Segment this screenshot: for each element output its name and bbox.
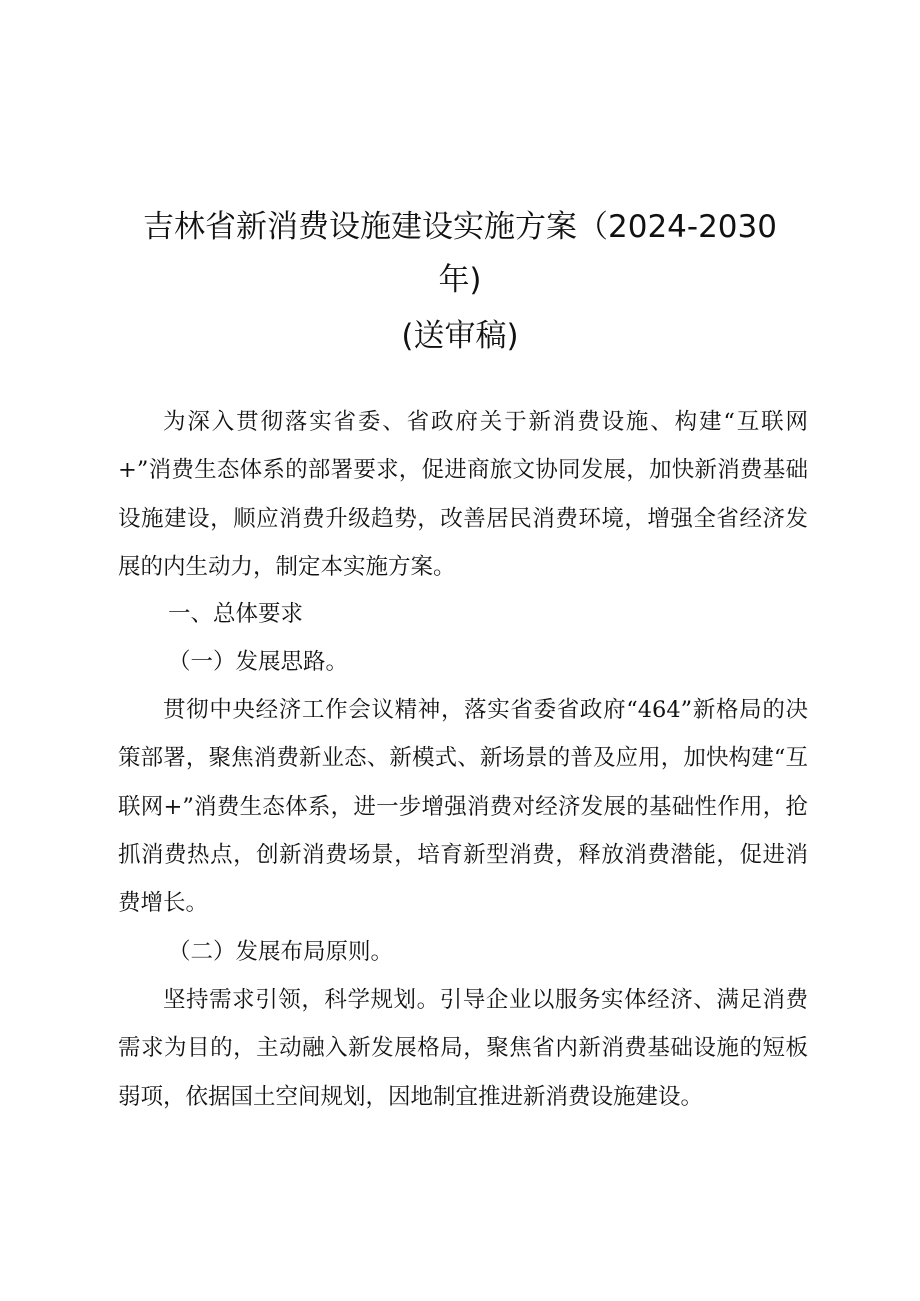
subsection-heading-development-ideas: （一）发展思路。: [168, 649, 349, 675]
layout-principles-paragraph: 坚持需求引领，科学规划。引导企业以服务实体经济、满足消费需求为目的，主动融入新发展格局，聚焦省内新消费基础设施的短板弱项，依据国土空间规划，因地制宜推进新消费设施建设。: [118, 987, 808, 1110]
document-title-line-2: 年): [438, 262, 482, 298]
development-ideas-paragraph: 贯彻中央经济工作会议精神，落实省委省政府“464”新格局的决策部署，聚焦消费新业态、新模式、新场景的普及应用，加快构建“互联网+”消费生态体系，进一步增强消费对经济发展的基础性作用，抢抓消费热点，创新消费场景，培育新型消费，释放消费潜能，促进消费增长。: [118, 697, 808, 917]
intro-paragraph: 为深入贯彻落实省委、省政府关于新消费设施、构建“互联网+”消费生态体系的部署要求，促进商旅文协同发展，加快新消费基础设施建设，顺应消费升级趋势，改善居民消费环境，增强全省经济发展的内生动力，制定本实施方案。: [118, 409, 808, 580]
subsection-heading-layout-principles: （二）发展布局原则。: [168, 939, 394, 965]
section-heading-general-requirements: 一、总体要求: [168, 601, 304, 627]
document-title-line-1: 吉林省新消费设施建设实施方案（2024-2030: [143, 209, 777, 245]
document-title-draft-label: (送审稿): [401, 318, 519, 354]
